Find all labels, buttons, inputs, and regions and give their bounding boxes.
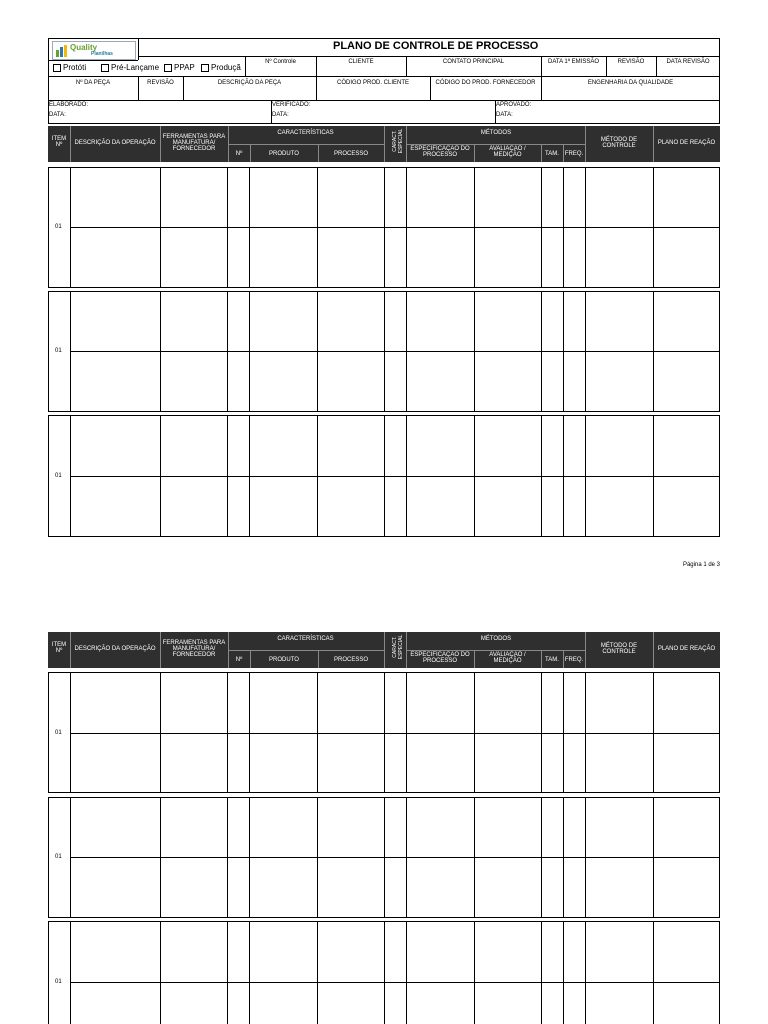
- col-especificacao-b: PROCESSO: [422, 152, 457, 158]
- column-divider: [585, 415, 586, 537]
- header-divider: [406, 650, 585, 651]
- col-tam: TAM.: [545, 151, 559, 157]
- label-verificado: VERIFICADO:: [272, 102, 311, 108]
- item-number: 01: [55, 730, 62, 736]
- column-divider: [541, 167, 542, 288]
- header-divider: [70, 632, 71, 668]
- column-divider: [227, 797, 228, 918]
- column-divider: [227, 415, 228, 537]
- column-divider: [585, 291, 586, 412]
- column-divider: [406, 291, 407, 412]
- column-divider: [563, 921, 564, 1024]
- header-divider: [318, 144, 319, 162]
- col-ferramentas-b: MANUFATURA/: [172, 140, 216, 146]
- header-divider: [653, 632, 654, 668]
- column-divider: [70, 291, 71, 412]
- label-contato: CONTATO PRINCIPAL: [442, 59, 505, 65]
- label-revisao: REVISÃO: [617, 59, 645, 65]
- col-item: ITEM: [51, 136, 67, 142]
- column-divider: [317, 921, 318, 1024]
- checkbox-ppap[interactable]: PPAP: [164, 63, 200, 73]
- col-metodo-controle: MÉTODO DE: [600, 643, 638, 649]
- col-ferramentas-c: FORNECEDOR: [172, 652, 216, 658]
- col-metodos: MÉTODOS: [480, 130, 512, 136]
- col-carac-especial-b: ESPECIAL: [398, 634, 404, 660]
- checkbox-box-icon[interactable]: [164, 64, 172, 72]
- column-divider: [249, 797, 250, 918]
- col-carac-especial: CARACT.: [392, 130, 398, 152]
- column-divider: [541, 797, 542, 918]
- checkbox-box-icon[interactable]: [101, 64, 109, 72]
- col-avaliacao-b: MEDIÇÃO: [493, 658, 522, 664]
- checkbox-box-icon[interactable]: [53, 64, 61, 72]
- label-eng-qualidade: ENGENHARIA DA QUALIDADE: [587, 80, 674, 86]
- col-item: ITEM: [51, 642, 67, 648]
- col-produto: PRODUTO: [269, 657, 299, 663]
- col-avaliacao: AVALIAÇÃO /: [489, 146, 526, 152]
- col-num: Nº: [235, 151, 243, 157]
- col-carac-especial: CARACT.: [392, 636, 398, 658]
- column-divider: [317, 167, 318, 288]
- column-divider: [70, 415, 71, 537]
- col-metodo-controle: MÉTODO DE: [600, 137, 638, 143]
- col-freq: FREQ.: [564, 151, 584, 157]
- column-divider: [474, 167, 475, 288]
- column-divider: [70, 921, 71, 1024]
- header-divider: [541, 650, 542, 668]
- column-divider: [653, 921, 654, 1024]
- column-divider: [160, 291, 161, 412]
- header-divider: [384, 632, 385, 668]
- column-divider: [384, 415, 385, 537]
- label-aprovado: APROVADO:: [496, 102, 532, 108]
- column-divider: [249, 291, 250, 412]
- col-plano-reacao: PLANO DE REAÇÃO: [657, 140, 716, 146]
- column-divider: [406, 672, 407, 793]
- col-descricao: DESCRIÇÃO DA OPERAÇÃO: [74, 140, 156, 146]
- header-divider: [384, 126, 385, 162]
- column-divider: [474, 291, 475, 412]
- column-divider: [406, 167, 407, 288]
- header-divider: [474, 144, 475, 162]
- col-processo: PROCESSO: [333, 657, 368, 663]
- column-divider: [585, 797, 586, 918]
- checkbox-box-icon[interactable]: [201, 64, 209, 72]
- header-divider: [160, 126, 161, 162]
- item-number: 01: [55, 473, 62, 479]
- col-caracteristicas: CARACTERÍSTICAS: [277, 130, 334, 136]
- item-number: 01: [55, 979, 62, 985]
- col-ferramentas: FERRAMENTAS PARA: [162, 640, 226, 646]
- header-divider: [318, 650, 319, 668]
- column-divider: [653, 167, 654, 288]
- col-metodo-controle-b: CONTROLE: [602, 143, 636, 149]
- column-divider: [563, 797, 564, 918]
- col-especificacao-b: PROCESSO: [422, 658, 457, 664]
- label-controle: Nº Controle: [265, 59, 296, 65]
- column-divider: [160, 415, 161, 537]
- column-divider: [160, 167, 161, 288]
- col-carac-especial-b: ESPECIAL: [398, 128, 404, 154]
- col-num: Nº: [235, 657, 243, 663]
- form-title: PLANO DE CONTROLE DE PROCESSO: [333, 40, 539, 52]
- column-divider: [227, 167, 228, 288]
- column-divider: [249, 415, 250, 537]
- column-divider: [474, 415, 475, 537]
- column-divider: [70, 167, 71, 288]
- column-divider: [317, 291, 318, 412]
- header-divider: [250, 144, 251, 162]
- column-divider: [406, 415, 407, 537]
- column-divider: [384, 672, 385, 793]
- column-divider: [541, 415, 542, 537]
- column-divider: [585, 921, 586, 1024]
- col-metodos: MÉTODOS: [480, 636, 512, 642]
- column-divider: [384, 167, 385, 288]
- header-divider: [563, 144, 564, 162]
- column-divider: [384, 291, 385, 412]
- column-divider: [406, 921, 407, 1024]
- logo-mark-icon: [56, 45, 68, 57]
- label-cod-fornecedor: CÓDIGO DO PROD. FORNECEDOR: [435, 80, 536, 86]
- company-logo: [52, 41, 136, 60]
- col-ferramentas-b: MANUFATURA/: [172, 646, 216, 652]
- checkbox-pre-lancamento[interactable]: Pré-Lançame: [101, 63, 162, 73]
- column-divider: [474, 797, 475, 918]
- column-divider: [317, 415, 318, 537]
- column-divider: [585, 672, 586, 793]
- label-data-verificado: DATA:: [272, 112, 289, 118]
- col-avaliacao-b: MEDIÇÃO: [493, 152, 522, 158]
- column-divider: [384, 921, 385, 1024]
- col-plano-reacao: PLANO DE REAÇÃO: [657, 646, 716, 652]
- header-divider: [70, 126, 71, 162]
- column-divider: [541, 921, 542, 1024]
- column-divider: [563, 672, 564, 793]
- column-divider: [653, 797, 654, 918]
- logo-subtext: Planilhas: [91, 51, 113, 57]
- column-divider: [70, 672, 71, 793]
- column-divider: [653, 672, 654, 793]
- col-freq: FREQ.: [564, 657, 584, 663]
- column-divider: [406, 797, 407, 918]
- header-divider: [541, 144, 542, 162]
- checkbox-prototipo[interactable]: Protóti: [53, 63, 98, 73]
- column-divider: [653, 415, 654, 537]
- header-divider: [228, 650, 384, 651]
- column-divider: [585, 167, 586, 288]
- header-divider: [474, 650, 475, 668]
- column-divider: [70, 797, 71, 918]
- item-number: 01: [55, 224, 62, 230]
- header-divider: [228, 144, 384, 145]
- label-data-revisao: DATA REVISÃO: [666, 59, 710, 65]
- col-ferramentas: FERRAMENTAS PARA: [162, 134, 226, 140]
- label-descricao-peca: DESCRIÇÃO DA PEÇA: [217, 80, 282, 86]
- header-divider: [585, 632, 586, 668]
- header-divider: [563, 650, 564, 668]
- logo-text: Quality: [70, 43, 98, 52]
- label-revisao-2: REVISÃO: [147, 80, 174, 86]
- col-caracteristicas: CARACTERÍSTICAS: [277, 636, 334, 642]
- column-divider: [227, 291, 228, 412]
- item-number: 01: [55, 348, 62, 354]
- col-ferramentas-c: FORNECEDOR: [172, 146, 216, 152]
- col-especificacao: ESPECIFICAÇÃO DO: [410, 652, 470, 658]
- col-especificacao: ESPECIFICAÇÃO DO: [410, 146, 470, 152]
- checkbox-producao[interactable]: Produçã: [201, 63, 244, 73]
- label-data-aprovado: DATA:: [496, 112, 513, 118]
- column-divider: [160, 672, 161, 793]
- column-divider: [160, 797, 161, 918]
- column-divider: [384, 797, 385, 918]
- column-divider: [563, 415, 564, 537]
- header-divider: [406, 144, 585, 145]
- item-number: 01: [55, 854, 62, 860]
- col-produto: PRODUTO: [269, 151, 299, 157]
- col-descricao: DESCRIÇÃO DA OPERAÇÃO: [74, 646, 156, 652]
- label-elaborado: ELABORADO:: [49, 102, 89, 108]
- column-divider: [249, 167, 250, 288]
- col-tam: TAM.: [545, 657, 559, 663]
- col-item-num: Nº: [55, 142, 63, 148]
- header-divider: [160, 632, 161, 668]
- label-data-emissao: DATA 1ª EMISSÃO: [547, 59, 599, 65]
- column-divider: [317, 672, 318, 793]
- label-data-elaborado: DATA:: [49, 112, 66, 118]
- label-cod-cliente: CÓDIGO PROD. CLIENTE: [336, 80, 409, 86]
- page-number: Página 1 de 3: [682, 562, 720, 568]
- column-divider: [563, 167, 564, 288]
- col-metodo-controle-b: CONTROLE: [602, 649, 636, 655]
- column-divider: [249, 921, 250, 1024]
- column-divider: [653, 291, 654, 412]
- column-divider: [317, 797, 318, 918]
- col-avaliacao: AVALIAÇÃO /: [489, 652, 526, 658]
- col-item-num: Nº: [55, 648, 63, 654]
- header-divider: [250, 650, 251, 668]
- column-divider: [563, 291, 564, 412]
- column-divider: [227, 921, 228, 1024]
- col-processo: PROCESSO: [333, 151, 368, 157]
- label-num-peca: Nº DA PEÇA: [75, 80, 111, 86]
- column-divider: [541, 291, 542, 412]
- column-divider: [541, 672, 542, 793]
- column-divider: [474, 672, 475, 793]
- column-divider: [474, 921, 475, 1024]
- column-divider: [227, 672, 228, 793]
- column-divider: [249, 672, 250, 793]
- header-divider: [585, 126, 586, 162]
- column-divider: [160, 921, 161, 1024]
- header-divider: [653, 126, 654, 162]
- label-cliente: CLIENTE: [348, 59, 374, 65]
